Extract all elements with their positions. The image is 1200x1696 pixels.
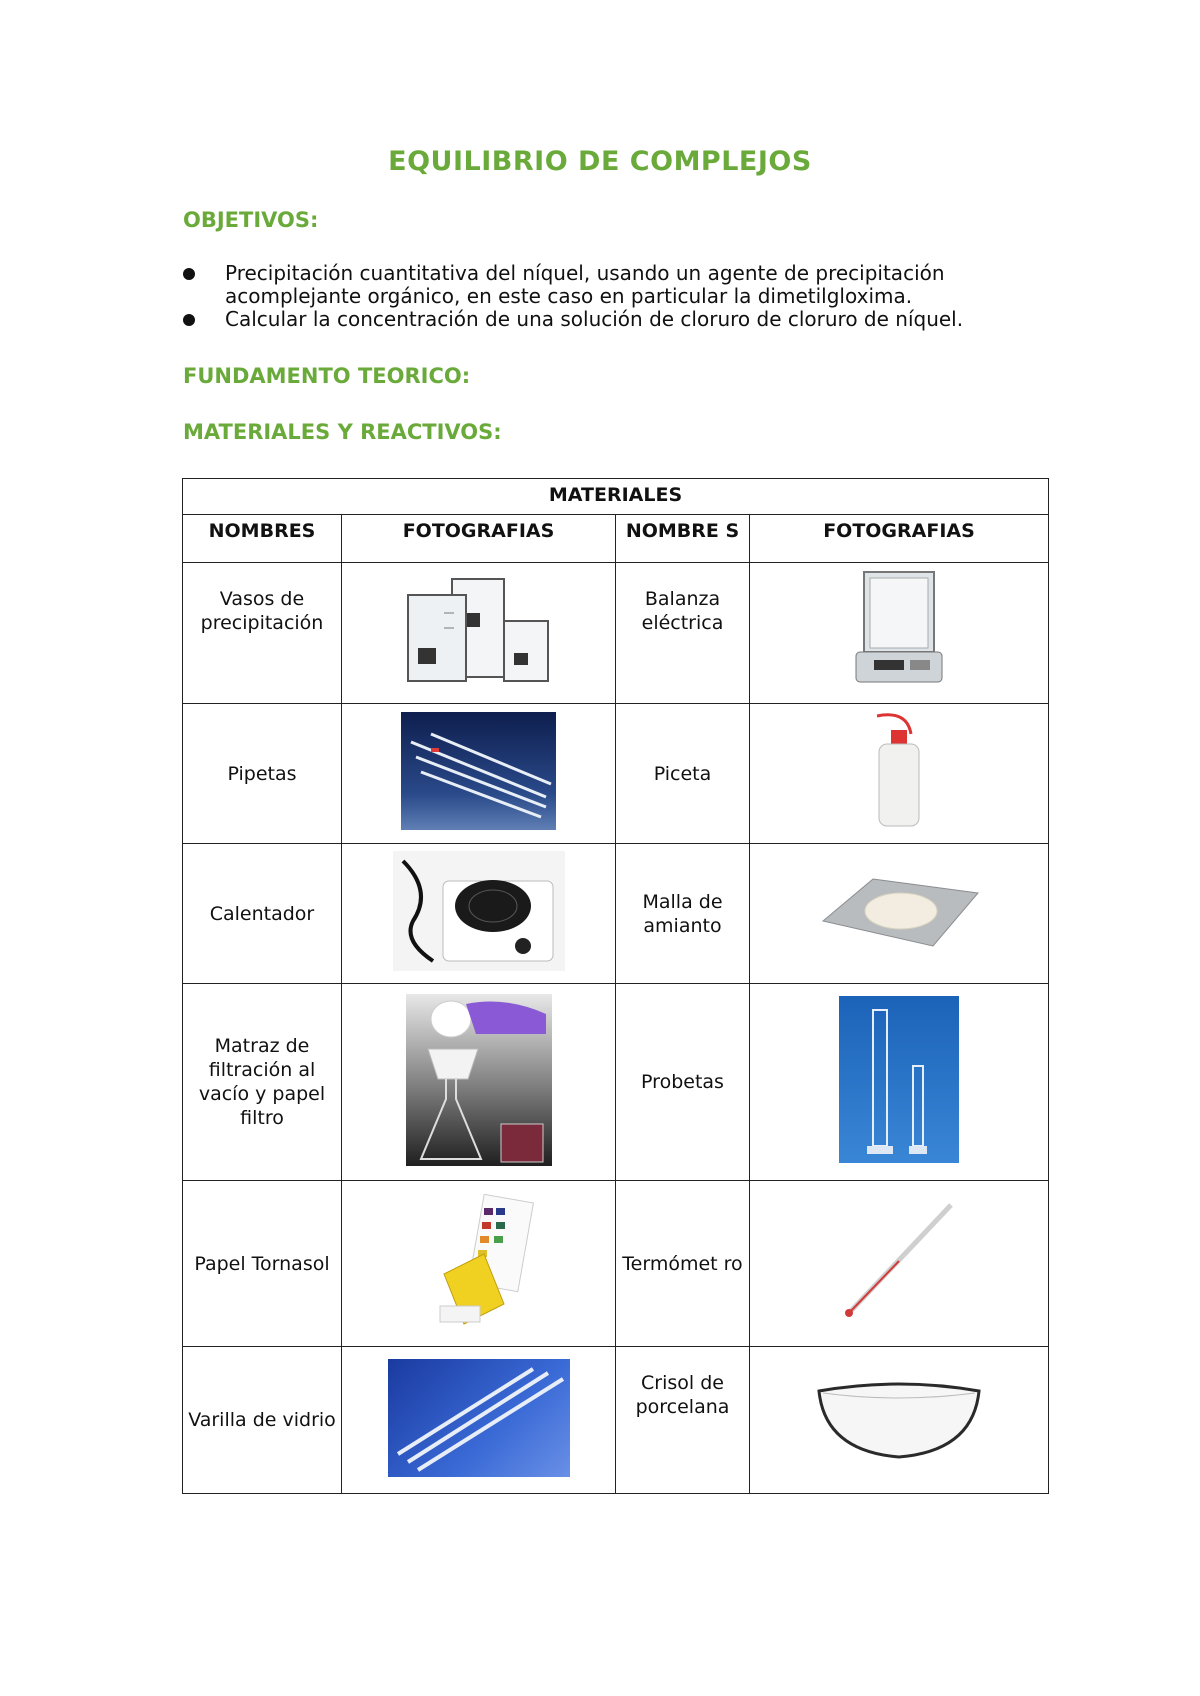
- photo-cell: [750, 1347, 1049, 1494]
- table-row: [183, 844, 1049, 984]
- bullet-icon: [183, 314, 195, 326]
- table-row: [183, 704, 1049, 844]
- material-name: Papel Tornasol: [183, 1181, 342, 1347]
- glass-rods-image: [388, 1359, 570, 1477]
- material-name: Varilla de vidrio: [183, 1347, 342, 1494]
- header-nombres: NOMBRES: [183, 515, 342, 563]
- photo-cell: [342, 1181, 616, 1347]
- document-title: EQUILIBRIO DE COMPLEJOS: [388, 146, 812, 177]
- photo-cell: [342, 563, 616, 704]
- hot-plate-image: [393, 851, 565, 971]
- vacuum-flask-image: [406, 994, 552, 1166]
- photo-cell: [750, 844, 1049, 984]
- photo-cell: [342, 984, 616, 1181]
- beakers-image: [404, 573, 554, 688]
- materiales-heading: MATERIALES Y REACTIVOS:: [183, 420, 502, 444]
- header-fotografias: FOTOGRAFIAS: [342, 515, 616, 563]
- photo-cell: [342, 704, 616, 844]
- table-row: [183, 1181, 1049, 1347]
- material-name: Termómet ro: [616, 1181, 750, 1347]
- material-name: Balanza eléctrica: [616, 563, 750, 704]
- objective-item: [183, 262, 1063, 308]
- table-row: [183, 1347, 1049, 1494]
- porcelain-crucible-image: [813, 1375, 985, 1461]
- photo-cell: [750, 563, 1049, 704]
- photo-cell: [342, 844, 616, 984]
- header-nombres-2: NOMBRE S: [616, 515, 750, 563]
- material-name: Calentador: [183, 844, 342, 984]
- objective-item: [183, 308, 1063, 331]
- wash-bottle-image: [869, 712, 929, 830]
- thermometer-image: [839, 1201, 959, 1321]
- materials-table: [182, 478, 1049, 1494]
- photo-cell: [342, 1347, 616, 1494]
- balance-image: [854, 568, 944, 693]
- table-row: [183, 984, 1049, 1181]
- pipettes-image: [401, 712, 556, 830]
- objective-text: Precipitación cuantitativa del níquel, usando un agente de precipitación acomplejante orgánico, en este caso en particular la dimetilgloxima.: [225, 261, 945, 308]
- fundamento-heading: FUNDAMENTO TEORICO:: [183, 364, 471, 388]
- objective-text: Calcular la concentración de una solución de cloruro de cloruro de níquel.: [225, 307, 964, 331]
- graduated-cylinders-image: [839, 996, 959, 1163]
- wire-gauze-image: [813, 871, 985, 951]
- objectives-list: [183, 262, 1063, 331]
- material-name: Vasos de precipitación: [183, 563, 342, 704]
- photo-cell: [750, 704, 1049, 844]
- material-name: Malla de amianto: [616, 844, 750, 984]
- litmus-paper-image: [424, 1194, 534, 1329]
- photo-cell: [750, 1181, 1049, 1347]
- material-name: Crisol de porcelana: [616, 1347, 750, 1494]
- photo-cell: [750, 984, 1049, 1181]
- material-name: Pipetas: [183, 704, 342, 844]
- material-name: Piceta: [616, 704, 750, 844]
- table-row: [183, 563, 1049, 704]
- header-fotografias-2: FOTOGRAFIAS: [750, 515, 1049, 563]
- material-name: Probetas: [616, 984, 750, 1181]
- bullet-icon: [183, 268, 195, 280]
- material-name: Matraz de filtración al vacío y papel filtro: [183, 984, 342, 1181]
- table-caption: MATERIALES: [183, 479, 1049, 515]
- objetivos-heading: OBJETIVOS:: [183, 208, 319, 232]
